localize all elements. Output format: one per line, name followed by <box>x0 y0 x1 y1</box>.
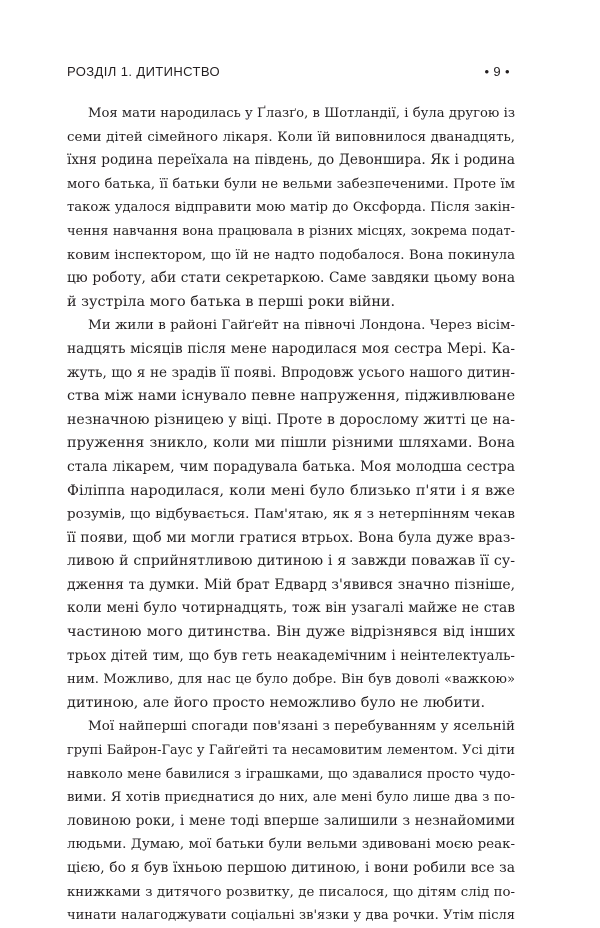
text-line: чинати налагоджувати соціальні зв'язки у два рочки. Утім після <box>67 908 515 924</box>
text-line: ловиною роки, і мене тоді вперше залишили з незнайомими <box>67 812 515 829</box>
text-line: незначною різницею у віці. Проте в дорослому житті це на- <box>67 411 515 428</box>
text-line: цю роботу, аби стати секретаркою. Саме завдяки цьому вона <box>67 270 515 287</box>
text-line: ливою й сприйнятливою дитиною і я завжди поважав її су- <box>67 553 515 570</box>
text-line: ства між нами існувало певне напруження, підживлюване <box>67 388 516 405</box>
text-line: навколо мене бавилися з іграшками, що здавалися просто чудо- <box>67 766 515 782</box>
text-line: Моя мати народилась у Ґлазґо, в Шотландії, і була другою із <box>88 106 515 121</box>
text-line: цією, бо я був їхньою першою дитиною, і вони робили все за <box>67 860 515 876</box>
text-line: ковим інспектором, що їй не надто подобалося. Вона покинула <box>67 247 515 263</box>
text-line: дитиною, але його просто неможливо було не любити. <box>67 694 486 711</box>
text-line: частиною мого дитинства. Він дуже відрізнявся від інших <box>67 624 515 641</box>
text-line: ним. Можливо, для нас це було добре. Він був доволі «важкою» <box>67 672 515 688</box>
text-line: також удалося відправити мою матір до Оксфорда. Після закін- <box>67 200 515 216</box>
text-line: мого батька, її батьки були не вельми забезпеченими. Проте їм <box>67 176 515 192</box>
body-text <box>67 102 515 928</box>
text-line: дження та думки. Мій брат Едвард з'явився значно пізніше, <box>67 576 515 593</box>
text-line: стала лікарем, чим порадувала батька. Моя молодша сестра <box>67 458 515 475</box>
text-line: чення навчання вона працювала в різних місцях, зокрема подат- <box>67 223 515 239</box>
text-line: трьох дітей тим, що був геть неакадемічним і неінтелектуаль- <box>67 647 515 664</box>
text-line: й зустріла мого батька в перші роки війни. <box>67 293 396 310</box>
text-line: розумів, що відбувається. Пам'ятаю, як я з нетерпінням чекав <box>67 507 515 523</box>
paragraph <box>67 715 515 927</box>
text-line: їхня родина переїхала на південь, до Девоншира. Як і родина <box>67 152 515 169</box>
text-line: семи дітей сімейного лікаря. Коли їй виповнилося дванадцять, <box>67 129 515 145</box>
text-line: пруження зникло, коли ми пішли різними шляхами. Вона <box>67 435 515 452</box>
chapter-title: РОЗДІЛ 1. ДИТИНСТВО <box>67 64 221 79</box>
text-line: книжками з дитячого розвитку, де писалося, що дітям слід по- <box>67 884 515 900</box>
text-line: Філіппа народилася, коли мені було близько п'яти і я вже <box>67 482 515 499</box>
text-line: Мої найперші спогади пов'язані з перебуванням у ясельній <box>88 719 515 735</box>
text-line: її появи, щоб ми могли гратися втрьох. Вона була дуже враз- <box>67 529 515 546</box>
text-line: надцять місяців після мене народилася моя сестра Мері. Ка- <box>67 340 515 357</box>
text-line: людьми. Думаю, мої батьки були вельми здивовані моєю реак- <box>67 837 515 853</box>
page-number: • 9 • <box>484 64 510 79</box>
text-line: вими. Я хотів приєднатися до них, але мені було лише два з по- <box>67 790 515 806</box>
paragraph <box>67 102 515 314</box>
text-line: коли мені було чотирнадцять, тож він узагалі майже не став <box>67 600 515 617</box>
text-line: групі Байрон-Гаус у Гайґейті та несамовитим лементом. Усі діти <box>67 743 515 759</box>
paragraph <box>67 314 515 715</box>
text-line: Ми жили в районі Гайґейт на півночі Лондона. Через вісім- <box>88 318 515 334</box>
running-header <box>67 64 510 84</box>
text-line: жуть, що я не зрадів її появі. Впродовж усього нашого дитин- <box>67 364 515 381</box>
